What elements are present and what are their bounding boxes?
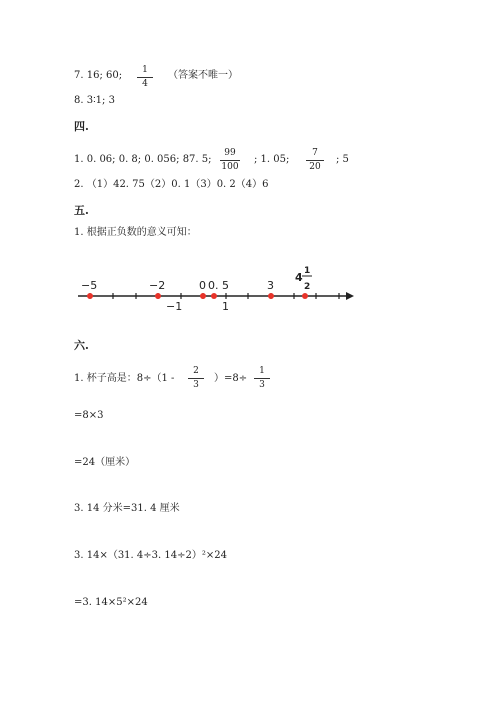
step-3: 3. 14 分米=31. 4 厘米 (74, 503, 180, 514)
q7-frac-den: 4 (142, 79, 148, 89)
step-4: 3. 14×（31. 4÷3. 14÷2）²×24 (74, 550, 227, 561)
s4-q2-answer: 2. （1）42. 75（2）0. 1（3）0. 2（4）6 (74, 179, 269, 190)
s4-q1-fraction-1 (220, 149, 240, 172)
label-minus-2: −2 (149, 279, 166, 292)
section-6-heading: 六. (74, 339, 89, 352)
s4-q1-fraction-2 (306, 149, 324, 172)
label-minus-1: −1 (166, 300, 183, 313)
q7-note: （答案不唯一） (168, 70, 238, 81)
point-minus-2 (155, 293, 161, 299)
number-line-arrow (346, 292, 354, 300)
number-line (70, 258, 370, 318)
s6-frac1-den: 3 (193, 380, 199, 390)
s6-q1-fraction-1 (188, 367, 204, 390)
label-four-half-num: 1 (304, 266, 311, 276)
s6-frac2-den: 3 (259, 380, 265, 390)
label-half: 0. 5 (208, 279, 229, 292)
label-four-half-whole: 4 (295, 271, 303, 284)
point-half (211, 293, 217, 299)
label-minus-5: −5 (81, 279, 98, 292)
s4-q1-middle: ; 1. 05; (254, 154, 290, 165)
q7-frac-num: 1 (142, 65, 148, 75)
point-minus-5 (87, 293, 93, 299)
s6-frac1-num: 2 (193, 366, 199, 376)
s4-frac2-den: 20 (309, 162, 321, 172)
s5-q1-text: 1. 根据正负数的意义可知： (74, 227, 197, 238)
s6-q1-fraction-2 (254, 367, 270, 390)
step-2: =24（厘米） (74, 457, 136, 468)
s4-q1-end: ; 5 (336, 154, 349, 165)
label-one: 1 (222, 300, 229, 313)
s6-q1-middle: ）=8÷ (214, 373, 248, 384)
label-four-half-den: 2 (304, 282, 311, 292)
s6-q1-text: 1. 杯子高是：8÷（1 - (74, 373, 175, 384)
step-5: =3. 14×5²×24 (74, 597, 148, 608)
s4-q1-answer: 1. 0. 06; 0. 8; 0. 056; 87. 5; (74, 154, 212, 165)
point-three (268, 293, 274, 299)
s4-frac1-den: 100 (221, 162, 239, 172)
s6-frac2-num: 1 (259, 366, 265, 376)
section-5-heading: 五. (74, 204, 89, 217)
q8-answer: 8. 3∶1; 3 (74, 95, 115, 106)
point-four-half (302, 293, 308, 299)
point-zero (200, 293, 206, 299)
section-4-heading: 四. (74, 120, 89, 133)
label-three: 3 (267, 279, 274, 292)
q7-fraction (137, 66, 153, 89)
q7-answer: 7. 16; 60; (74, 70, 123, 81)
label-zero: 0 (199, 279, 206, 292)
step-1: =8×3 (74, 410, 104, 421)
s4-frac1-num: 99 (224, 148, 236, 158)
s4-frac2-num: 7 (312, 148, 318, 158)
